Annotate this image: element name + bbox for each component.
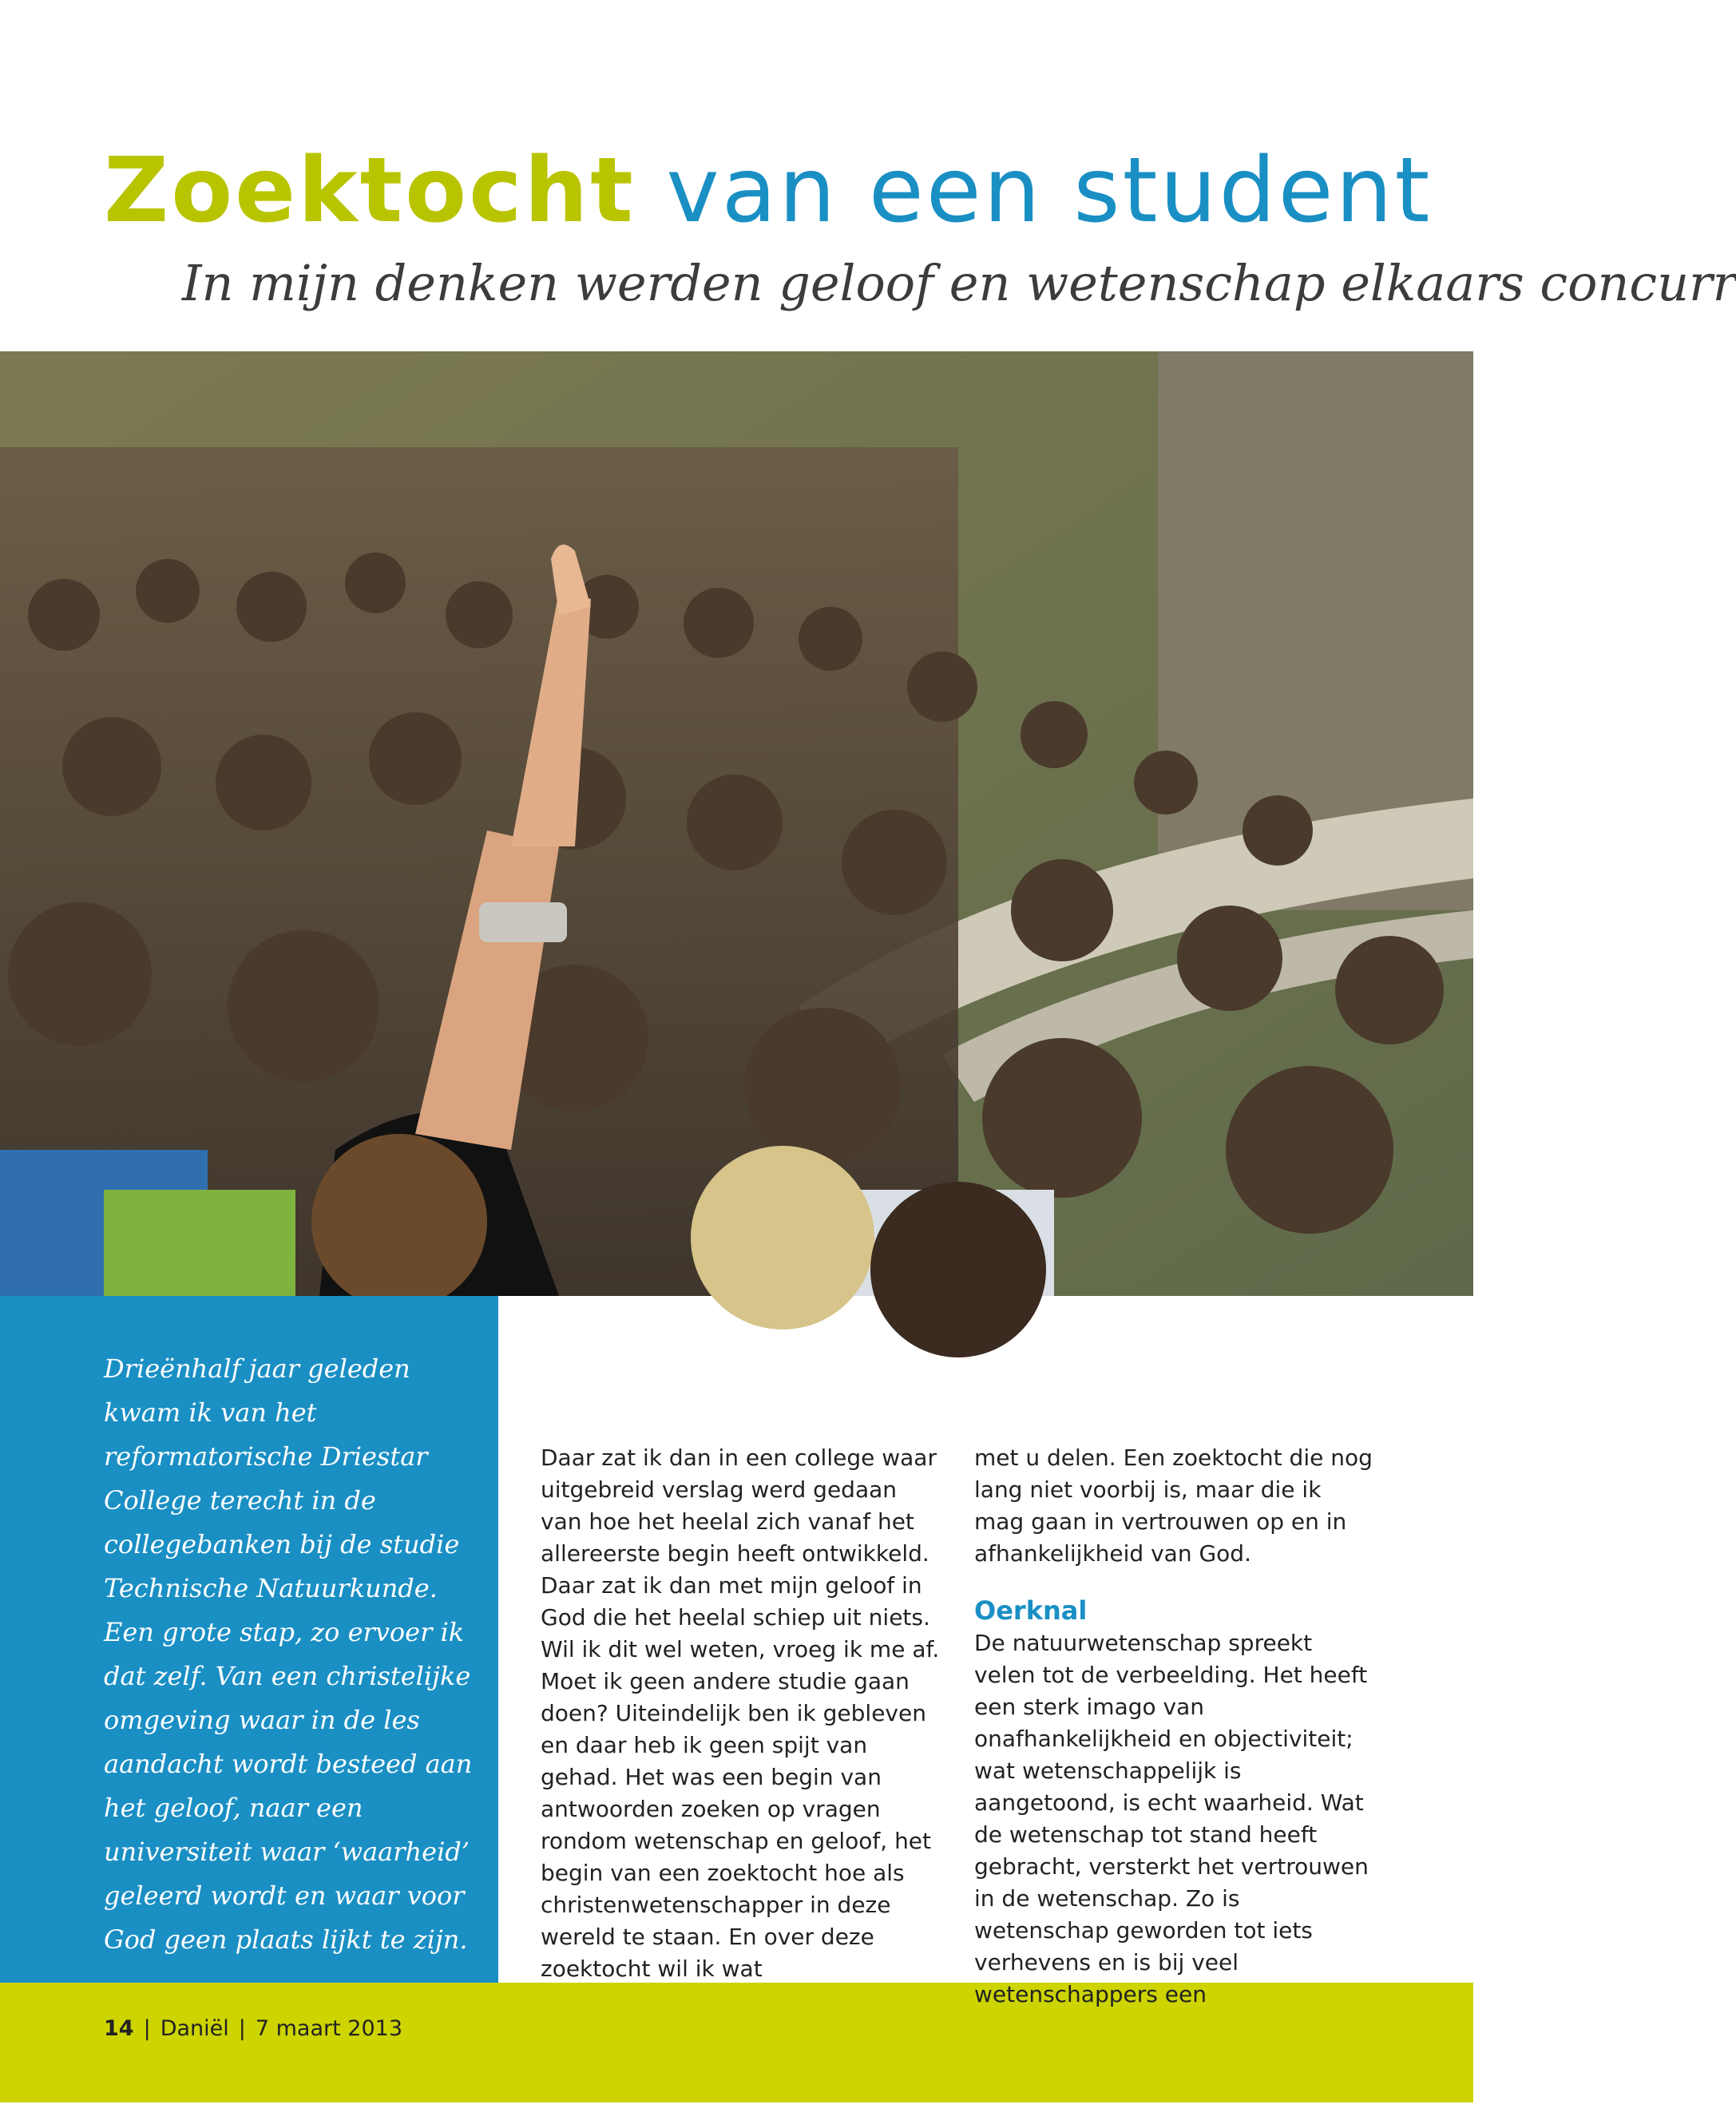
lecture-hall-photo-icon (0, 351, 1473, 1296)
lecture-hall-photo (0, 351, 1473, 1296)
article-title (104, 139, 1433, 243)
article-subtitle: In mijn denken werden geloof en wetenschap elkaars concurr (182, 254, 1736, 312)
magazine-name: Daniël (160, 2016, 229, 2041)
issue-date: 7 maart 2013 (255, 2016, 402, 2041)
body-paragraph: Daar zat ik dan in een college waar uitgebreid verslag werd gedaan van hoe het heelal zich vanaf het allereerste begin heeft ontwikkeld. Daar zat ik dan met mijn geloof in God die het heelal schiep uit niets. Wil ik dit wel weten, vroeg ik me af. Moet ik geen andere studie gaan doen? Uiteindelijk ben ik gebleven en daar heb ik geen spijt van gehad. Het was een begin van antwoorden zoeken op vragen rondom wetenschap en geloof, het begin van een zoektocht hoe als christenwetenschapper in deze wereld te staan. En over deze zoektocht wil ik wat (541, 1444, 940, 1982)
footer-separator: | (143, 2016, 151, 2041)
body-column-1 (541, 1442, 940, 1985)
page-footer (104, 2016, 402, 2041)
body-column-2 (974, 1442, 1377, 2011)
intro-text: Drieënhalf jaar geleden kwam ik van het reformatorische Driestar College terecht in de collegebanken bij de studie Technische Natuurkunde. Een grote stap, zo ervoer ik dat zelf. Van een christelijke omgeving waar in de les aandacht wordt besteed aan het geloof, naar een universiteit waar ‘waarheid’ geleerd wordt en waar voor God geen plaats lijkt te zijn. (104, 1353, 473, 1955)
body-paragraph: met u delen. Een zoektocht die nog lang niet voorbij is, maar die ik mag gaan in vertrouwen op en in afhankelijkheid van God. (974, 1444, 1373, 1567)
page-number: 14 (104, 2016, 134, 2041)
title-lead: Zoektocht (104, 139, 636, 243)
body-paragraph: De natuurwetenschap spreekt velen tot de verbeelding. Het heeft een sterk imago van onafhankelijkheid en objectiviteit; wat wetenschappelijk is aangetoond, is echt waarheid. Wat de wetenschap tot stand heeft gebracht, versterkt het vertrouwen in de wetenschap. Zo is wetenschap geworden tot iets verhevens en is bij veel wetenschappers een (974, 1630, 1369, 2007)
title-rest: van een student (666, 139, 1433, 243)
footer-separator: | (238, 2016, 246, 2041)
section-heading: Oerknal (974, 1595, 1088, 1626)
